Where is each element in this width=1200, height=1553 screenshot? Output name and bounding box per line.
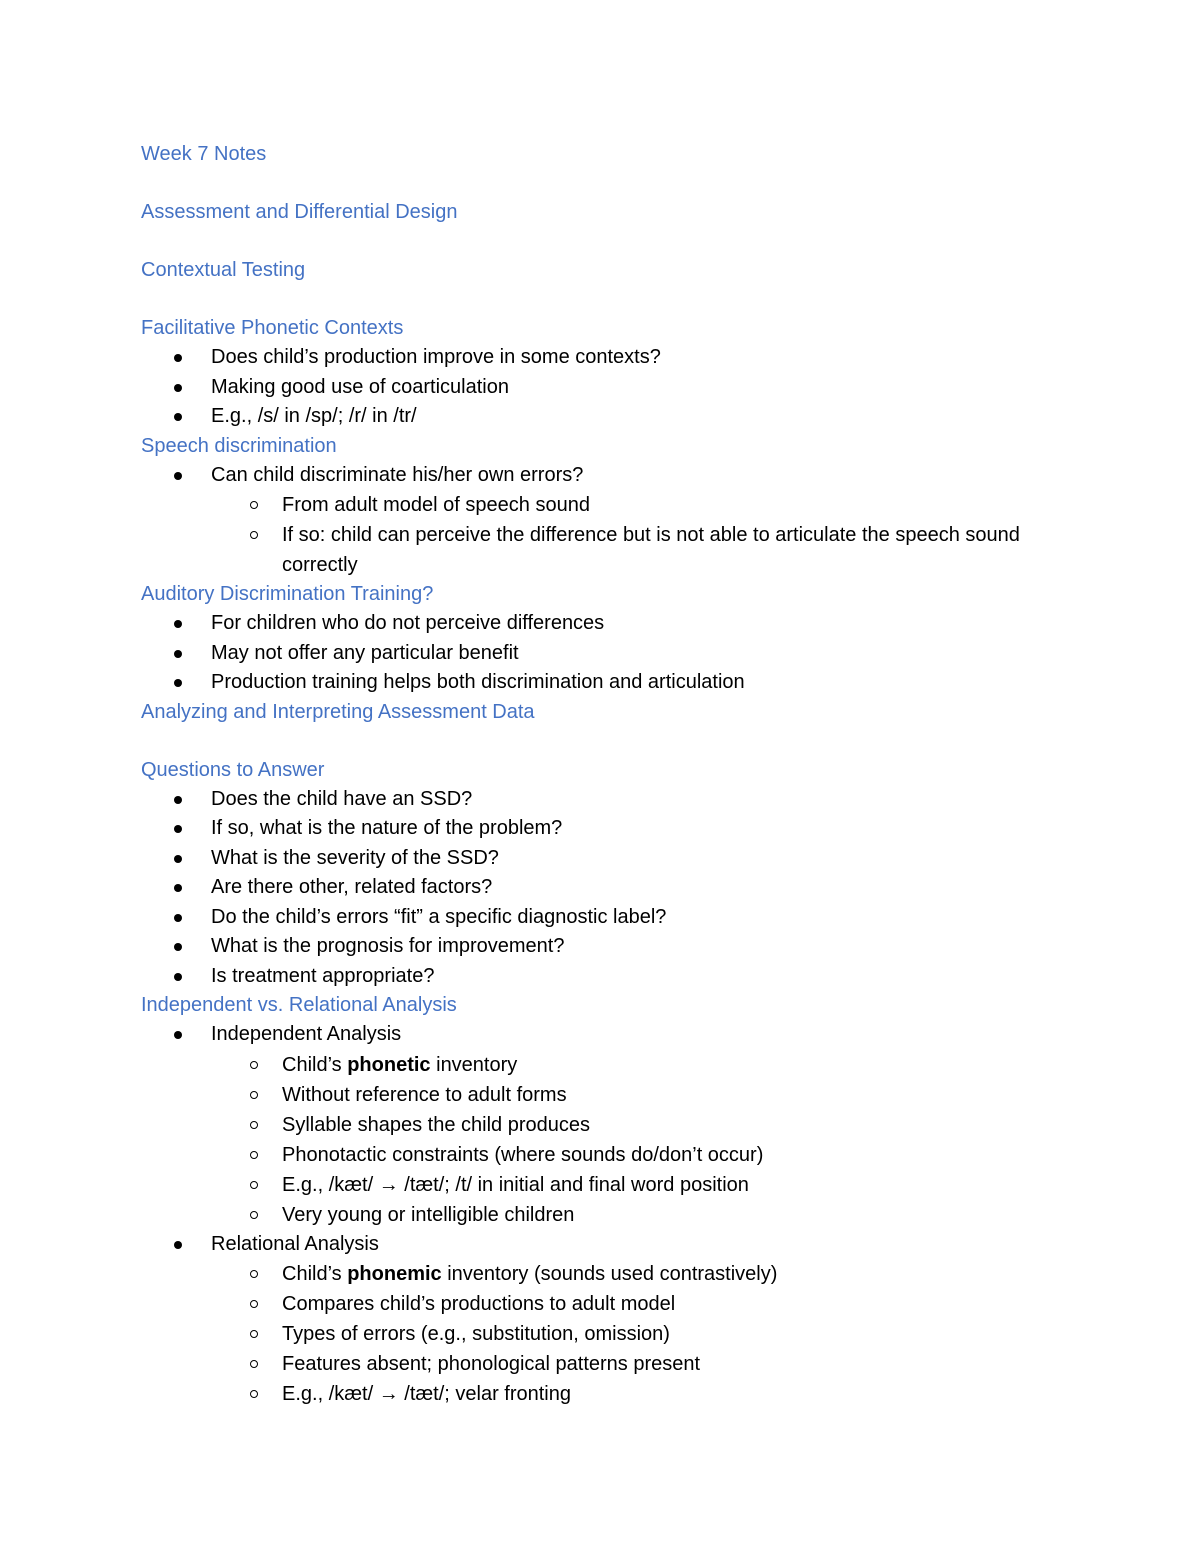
list-item-text: E.g., /s/ in /sp/; /r/ in /tr/ bbox=[211, 405, 417, 427]
bullet-icon bbox=[174, 354, 182, 362]
sub-list-item-text-pre: Child’s bbox=[282, 1263, 348, 1285]
sub-list-item-text: Phonotactic constraints (where sounds do/don’t occur) bbox=[282, 1143, 764, 1166]
list-item-text: May not offer any particular benefit bbox=[211, 641, 519, 664]
bullet-icon bbox=[174, 413, 182, 421]
sub-list bbox=[141, 1050, 1041, 1230]
list-item bbox=[141, 609, 1041, 639]
list-item bbox=[141, 814, 1041, 844]
list-item-text: Can child discriminate his/her own errors? bbox=[211, 463, 584, 486]
list-item-text: Do the child’s errors “fit” a specific diagnostic label? bbox=[211, 905, 667, 928]
sub-list-item-text-post: inventory (sounds used contrastively) bbox=[441, 1263, 778, 1285]
list-item-text: If so, what is the nature of the problem? bbox=[211, 817, 563, 839]
list-item-text: Is treatment appropriate? bbox=[211, 964, 435, 987]
sub-list-item-text-pre: E.g., /kæt/ bbox=[282, 1173, 379, 1196]
sub-list-item-text-pre: Child’s bbox=[282, 1053, 348, 1076]
sub-list-item bbox=[141, 1170, 1041, 1200]
circle-bullet-icon bbox=[250, 1121, 258, 1129]
auditory-list bbox=[141, 609, 1041, 698]
sub-list-item bbox=[141, 1110, 1041, 1140]
bold-term: phonetic bbox=[347, 1053, 431, 1076]
sub-list-item-text-post: /tæt/; velar fronting bbox=[398, 1383, 571, 1405]
list-item-relational bbox=[141, 1230, 1041, 1410]
sub-list-item bbox=[141, 1289, 1041, 1319]
document-page bbox=[141, 140, 1041, 1409]
facilitative-list bbox=[141, 343, 1041, 432]
bullet-icon bbox=[174, 679, 182, 687]
sub-list-item-text: If so: child can perceive the difference but is not able to articulate the speech sound correctly bbox=[282, 524, 1020, 576]
circle-bullet-icon bbox=[250, 1151, 258, 1159]
sub-list-item-text: Types of errors (e.g., substitution, omission) bbox=[282, 1323, 670, 1345]
questions-list bbox=[141, 785, 1041, 992]
list-item bbox=[141, 903, 1041, 933]
bullet-icon bbox=[174, 1241, 182, 1249]
sub-list-item bbox=[141, 1050, 1041, 1080]
bullet-icon bbox=[174, 855, 182, 863]
list-item bbox=[141, 873, 1041, 903]
bullet-icon bbox=[174, 384, 182, 392]
analysis-list bbox=[141, 1020, 1041, 1409]
list-item bbox=[141, 962, 1041, 992]
sub-list-item-text: Syllable shapes the child produces bbox=[282, 1113, 590, 1136]
list-item-text: Independent Analysis bbox=[211, 1023, 402, 1045]
list-item-text: Does child’s production improve in some contexts? bbox=[211, 346, 661, 368]
circle-bullet-icon bbox=[250, 1211, 258, 1219]
bullet-icon bbox=[174, 796, 182, 804]
sub-list-item-text-pre: E.g., /kæt/ bbox=[282, 1383, 379, 1405]
sub-list-item bbox=[141, 1080, 1041, 1110]
bullet-icon bbox=[174, 973, 182, 981]
section-heading-analyzing: Analyzing and Interpreting Assessment Data bbox=[141, 700, 535, 723]
section-heading-facilitative: Facilitative Phonetic Contexts bbox=[141, 317, 404, 339]
sub-list-item bbox=[141, 1319, 1041, 1349]
bullet-icon bbox=[174, 914, 182, 922]
sub-list-item-text-post: /tæt/; /t/ in initial and final word position bbox=[398, 1173, 749, 1196]
list-item bbox=[141, 373, 1041, 403]
arrow-icon: → bbox=[378, 1173, 399, 1196]
sub-list-item bbox=[141, 490, 1041, 520]
section-heading-independent-relational: Independent vs. Relational Analysis bbox=[141, 994, 457, 1016]
list-item-text: Relational Analysis bbox=[211, 1232, 379, 1255]
bullet-icon bbox=[174, 472, 182, 480]
list-item bbox=[141, 461, 1041, 581]
section-heading-assessment: Assessment and Differential Design bbox=[141, 201, 458, 223]
sub-list-item-text: Without reference to adult forms bbox=[282, 1083, 567, 1106]
list-item bbox=[141, 844, 1041, 874]
list-item-text: What is the prognosis for improvement? bbox=[211, 935, 565, 957]
sub-list-item-text: Very young or intelligible children bbox=[282, 1203, 575, 1226]
section-heading-speech-discrimination: Speech discrimination bbox=[141, 434, 337, 457]
list-item-independent bbox=[141, 1020, 1041, 1230]
list-item bbox=[141, 668, 1041, 698]
circle-bullet-icon bbox=[250, 1300, 258, 1308]
sub-list-item bbox=[141, 1140, 1041, 1170]
bullet-icon bbox=[174, 943, 182, 951]
speech-discrimination-list bbox=[141, 461, 1041, 581]
sub-list-item bbox=[141, 1379, 1041, 1409]
arrow-icon: → bbox=[378, 1383, 399, 1405]
sub-list-item bbox=[141, 1349, 1041, 1379]
list-item-text: Does the child have an SSD? bbox=[211, 787, 473, 810]
section-heading-auditory: Auditory Discrimination Training? bbox=[141, 583, 434, 605]
list-item bbox=[141, 343, 1041, 373]
sub-list-item-text: Compares child’s productions to adult model bbox=[282, 1293, 676, 1315]
bold-term: phonemic bbox=[347, 1263, 442, 1285]
section-heading-questions: Questions to Answer bbox=[141, 758, 325, 781]
sub-list-item bbox=[141, 1200, 1041, 1230]
sub-list-item-text-post: inventory bbox=[430, 1053, 518, 1076]
sub-list-item bbox=[141, 1259, 1041, 1289]
bullet-icon bbox=[174, 1031, 182, 1039]
list-item-text: Production training helps both discrimination and articulation bbox=[211, 671, 745, 693]
list-item-text: For children who do not perceive differences bbox=[211, 612, 605, 634]
circle-bullet-icon bbox=[250, 1390, 258, 1398]
list-item bbox=[141, 785, 1041, 815]
list-item bbox=[141, 932, 1041, 962]
list-item-text: What is the severity of the SSD? bbox=[211, 846, 499, 869]
circle-bullet-icon bbox=[250, 501, 258, 509]
sub-list-item-text: From adult model of speech sound bbox=[282, 494, 590, 516]
bullet-icon bbox=[174, 650, 182, 658]
list-item-text: Making good use of coarticulation bbox=[211, 375, 509, 398]
bullet-icon bbox=[174, 825, 182, 833]
list-item bbox=[141, 402, 1041, 432]
circle-bullet-icon bbox=[250, 531, 258, 539]
sub-list bbox=[141, 1259, 1041, 1409]
section-heading-contextual: Contextual Testing bbox=[141, 259, 306, 281]
list-item bbox=[141, 639, 1041, 669]
page-title: Week 7 Notes bbox=[141, 143, 267, 165]
sub-list bbox=[141, 490, 1041, 580]
bullet-icon bbox=[174, 620, 182, 628]
circle-bullet-icon bbox=[250, 1360, 258, 1368]
list-item-text: Are there other, related factors? bbox=[211, 876, 493, 898]
circle-bullet-icon bbox=[250, 1330, 258, 1338]
circle-bullet-icon bbox=[250, 1091, 258, 1099]
bullet-icon bbox=[174, 884, 182, 892]
sub-list-item bbox=[141, 520, 1041, 580]
circle-bullet-icon bbox=[250, 1181, 258, 1189]
circle-bullet-icon bbox=[250, 1061, 258, 1069]
circle-bullet-icon bbox=[250, 1270, 258, 1278]
sub-list-item-text: Features absent; phonological patterns present bbox=[282, 1353, 701, 1375]
